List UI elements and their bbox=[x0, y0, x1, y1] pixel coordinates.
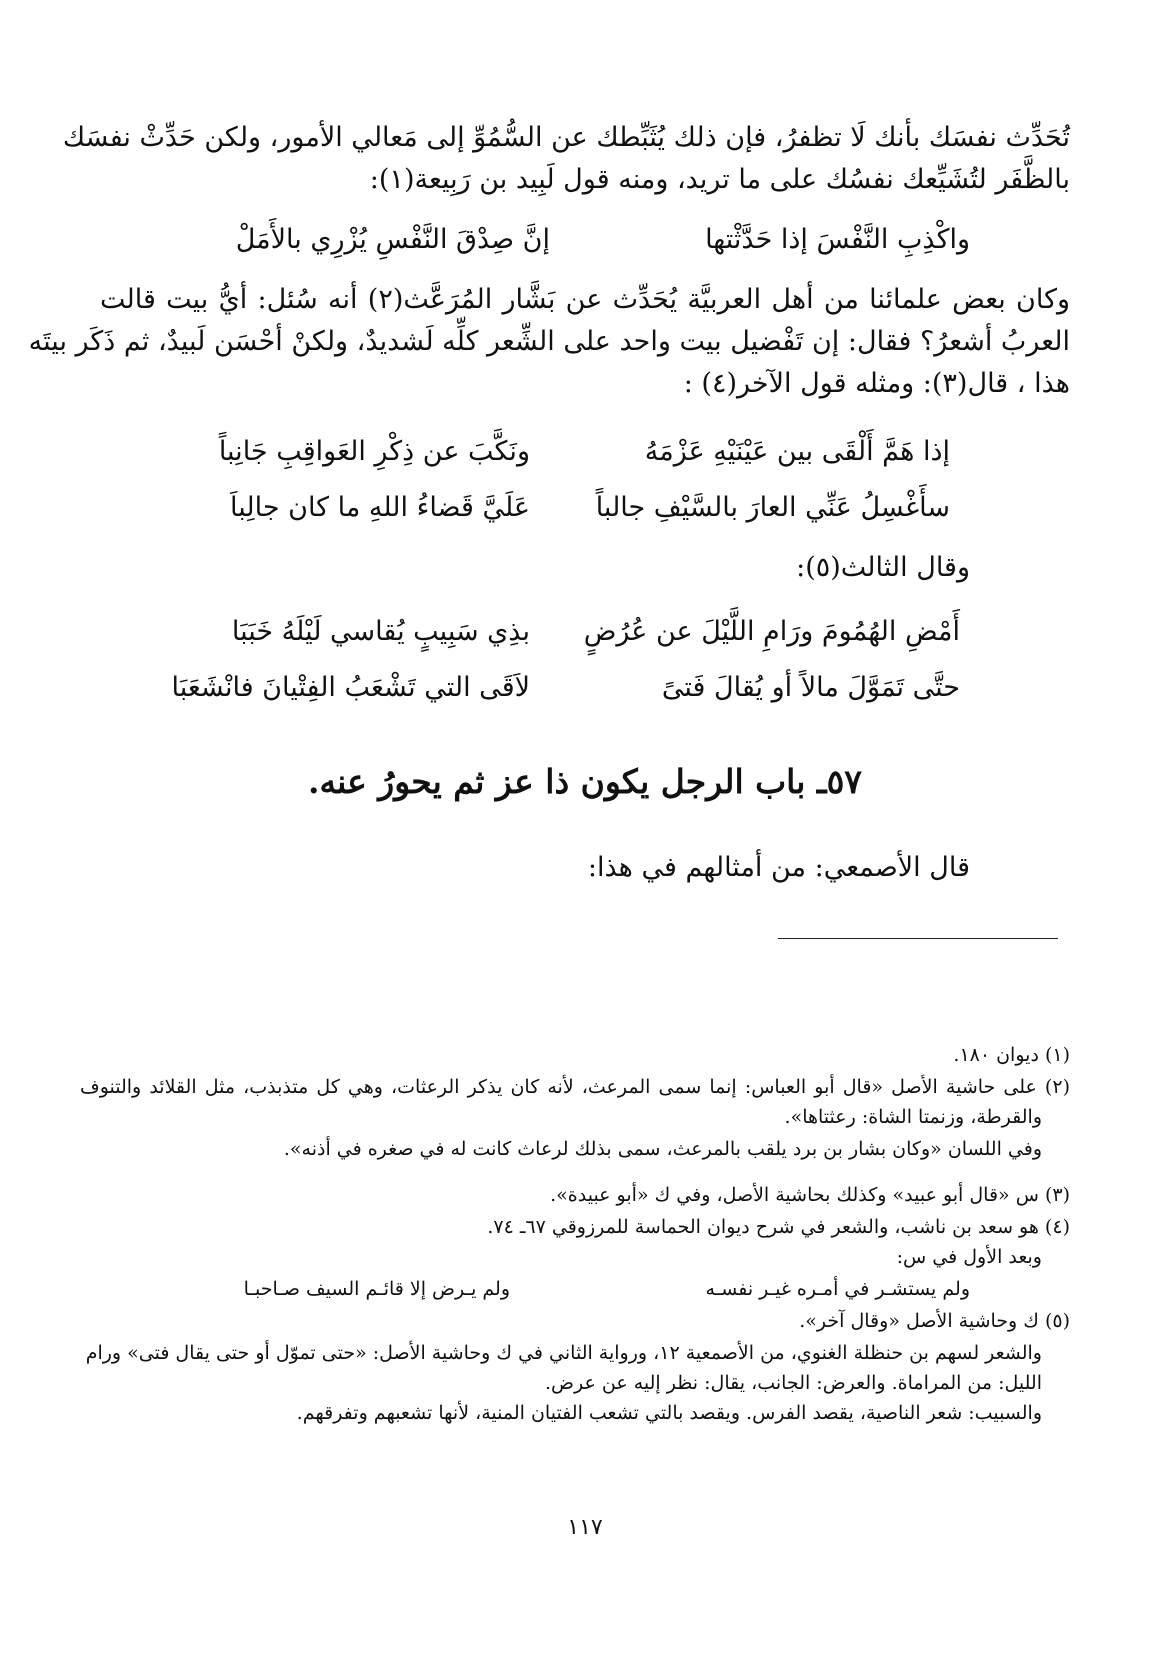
paragraph-4: قال الأصمعي: من أمثالهم في هذا: bbox=[587, 852, 970, 883]
footnote-separator bbox=[778, 938, 1058, 939]
paragraph-1-line-2: بالظَّفَر لتُشَيِّعك نفسُك على ما تريد، ومنه قول لَبِيد بن رَبِيعة(١): bbox=[369, 164, 1070, 195]
paragraph-2-line-2: العربُ أشعرُ؟ فقال: إن تَفْضيل بيت واحد على الشِّعر كلِّه لَشديدٌ، ولكنْ أحْسَن لَبيدٌ، ثم ذَكَر بيتَه bbox=[28, 326, 1070, 357]
paragraph-2-line-3: هذا ، قال(٣): ومثله قول الآخر(٤) : bbox=[683, 368, 1070, 399]
verse-2a-right-hemistich: إذا هَمَّ أَلْقَى بين عَيْنَيْهِ عَزْمَهُ bbox=[644, 436, 950, 467]
chapter-heading: ٥٧ـ باب الرجل يكون ذا عز ثم يحورُ عنه. bbox=[307, 762, 863, 801]
verse-1-left-hemistich: إنَّ صِدْقَ النَّفْسِ يُزْرِي بالأَمَلْ bbox=[235, 224, 550, 255]
footnote-2-line-2: والقرطة، وزنمتا الشاة: رعثتاها». bbox=[784, 1106, 1042, 1128]
verse-3b-left-hemistich: لاَقَى التي تَشْعَبُ الفِتْيانَ فانْشَعَبَا bbox=[171, 672, 530, 703]
verse-3a-right-hemistich: أَمْضِ الهُمُومَ ورَامِ اللَّيْلَ عن عُرُضٍ bbox=[583, 616, 960, 647]
footnote-5-line-1: (٥) ك وحاشية الأصل «وقال آخر». bbox=[799, 1310, 1070, 1332]
footnote-2-line-3: وفي اللسان «وكان بشار بن برد يلقب بالمرعث، سمى بذلك لرعاث كانت له في صغره في أذنه». bbox=[283, 1138, 1042, 1160]
footnote-5-line-4: والسبيب: شعر الناصية، يقصد الفرس. ويقصد بالتي تشعب الفتيان المنية، لأنها تشعبهم وتفرقهم. bbox=[296, 1402, 1042, 1424]
verse-3b-right-hemistich: حتَّى تَمَوَّلَ مالاً أو يُقالَ فَتىً bbox=[661, 672, 960, 703]
footnote-4-line-2: وبعد الأول في س: bbox=[896, 1246, 1042, 1268]
footnote-4-line-1: (٤) هو سعد بن ناشب، والشعر في شرح ديوان الحماسة للمرزوقي ٦٧ـ ٧٤. bbox=[487, 1216, 1070, 1238]
page-number: ١١٧ bbox=[567, 1515, 603, 1540]
footnote-3: (٣) س «قال أبو عبيد» وكذلك بحاشية الأصل، وفي ك «أبو عبيدة». bbox=[550, 1184, 1070, 1206]
verse-3a-left-hemistich: بذِي سَبِيبٍ يُقاسي لَيْلَهُ خَبَبَا bbox=[231, 616, 530, 647]
verse-2a-left-hemistich: ونَكَّبَ عن ذِكْرِ العَواقِبِ جَانِباً bbox=[218, 436, 530, 467]
footnote-4-verse-left: ولم يـرض إلا قائـم السيف صـاحبـا bbox=[243, 1278, 510, 1300]
verse-2b-left-hemistich: عَلَيَّ قَضاءُ اللهِ ما كان جالِباَ bbox=[230, 492, 530, 523]
footnote-5-line-2: والشعر لسهم بن حنظلة الغنوي، من الأصمعية ١٢، ورواية الثاني في ك وحاشية الأصل: «حتى تموّل أو حتى يقال فتى» ورام bbox=[85, 1342, 1042, 1364]
footnote-1: (١) ديوان ١٨٠. bbox=[953, 1044, 1070, 1066]
paragraph-3: وقال الثالث(٥): bbox=[796, 552, 970, 583]
verse-1-right-hemistich: واكْذِبِ النَّفْسَ إذا حَدَّثْتها bbox=[705, 224, 970, 255]
footnote-4-verse-right: ولم يستشـر في أمـره غيـر نفسـه bbox=[705, 1278, 970, 1300]
paragraph-1-line-1: تُحَدِّث نفسَك بأنك لَا تظفرُ، فإن ذلك يُثَبِّطك عن السُّمُوِّ إلى مَعالي الأمور، ولكن حَدِّثْ نفسَك bbox=[62, 122, 1070, 153]
verse-2b-right-hemistich: سأَغْسِلُ عَنِّي العارَ بالسَّيْفِ جالباً bbox=[595, 492, 950, 523]
footnote-2-line-1: (٢) على حاشية الأصل «قال أبو العباس: إنما سمى المرعث، لأنه كان يذكر الرعثات، وهي كل متذبذب، مثل القلائد والتنوف bbox=[80, 1076, 1070, 1098]
paragraph-2-line-1: وكان بعض علمائنا من أهل العربيَّة يُحَدِّث عن بَشَّار المُرَعَّث(٢) أنه سُئل: أيُّ بيت قالت bbox=[100, 284, 1071, 315]
footnote-5-line-3: الليل: من المراماة. والعرض: الجانب، يقال: نظر إليه عن عرض. bbox=[545, 1372, 1042, 1394]
